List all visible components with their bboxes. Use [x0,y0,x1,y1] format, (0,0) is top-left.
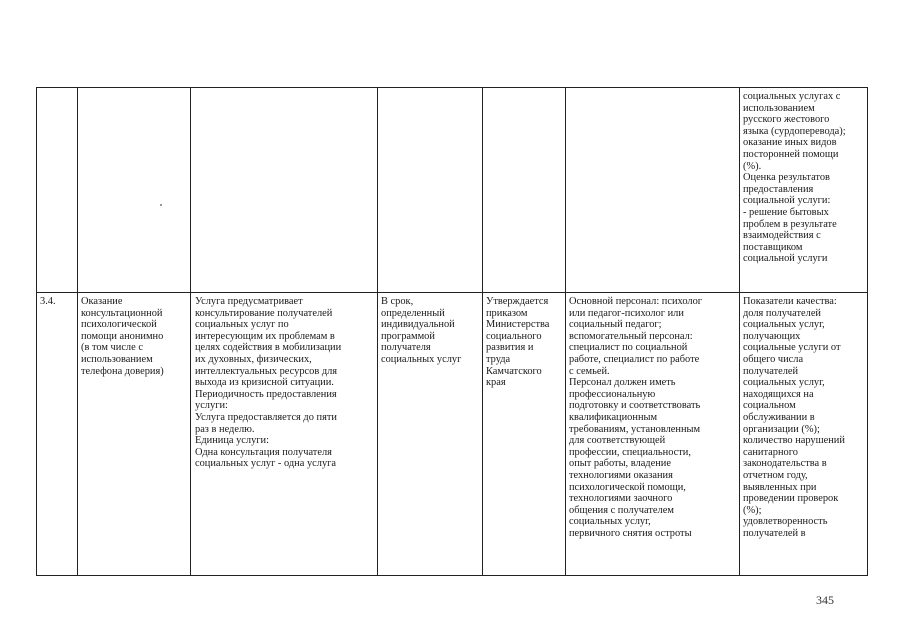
conditions-line: профессиональную [569,388,656,400]
scan-speck [160,204,162,206]
term-line: определенный [381,307,445,319]
indicator-line: общего числа [743,353,804,365]
description-line: социальных услуг - одна услуга [195,458,337,470]
cost-line: Министерства [486,319,550,331]
indicator-line: санитарного [743,446,798,458]
indicator-text-line: (%). [743,160,762,172]
service-name-line: Оказание [81,296,123,307]
conditions-line: работе, специалист по работе [569,353,700,365]
conditions-line: социальный педагог; [569,319,662,331]
conditions-line: первичного снятия остроты [569,527,692,539]
service-name-cell [81,296,188,572]
indicator-line: законодательства в [743,458,827,470]
indicator-line: количество нарушений [743,435,845,447]
column-divider [565,87,566,576]
indicator-line: доля получателей [743,307,821,319]
indicator-line: социальных услуг, [743,377,825,389]
row-number: 3.4. [40,296,56,307]
description-line: их духовных, физических, [195,353,312,365]
description-line: целях содействия в мобилизации [195,342,342,354]
conditions-line: специалист по социальной [569,342,688,354]
indicator-text-line: языка (сурдоперевода); [743,125,846,137]
column-divider [77,87,78,576]
cost-line: приказом [486,307,528,319]
row-divider [36,292,868,293]
conditions-line: психологической помощи, [569,481,686,493]
service-cost-cell [486,296,562,572]
conditions-line: вспомогательный персонал: [569,330,693,342]
page-number: 345 [816,593,834,607]
indicator-text-line: социальных услугах с [743,91,841,102]
cost-line: социального [486,330,542,342]
description-line: Периодичность предоставления [195,388,337,400]
description-line: интересующим их проблемам в [195,330,335,342]
indicator-line: Показатели качества: [743,296,837,307]
conditions-line: или педагог-психолог или [569,307,684,319]
indicator-line: получателей в [743,527,806,539]
indicator-text-line: Оценка результатов [743,172,830,184]
description-line: Услуга предусматривает [195,296,303,307]
indicator-line: находящихся на [743,388,814,400]
indicator-text-line: русского жестового [743,114,830,126]
column-divider [36,87,37,576]
conditions-line: общения с получателем [569,504,674,516]
indicator-text-line: использованием [743,102,815,114]
indicator-text-line: взаимодействия с [743,230,821,242]
indicator-text-line: поставщиком [743,241,803,253]
indicator-text-line: оказание иных видов [743,137,837,149]
cost-line: развития и [486,342,534,354]
term-line: В срок, [381,296,414,307]
description-line: Одна консультация получателя [195,446,332,458]
conditions-line: требованиям, установленным [569,423,701,435]
column-divider [482,87,483,576]
table-border-top [36,87,868,88]
column-divider [377,87,378,576]
column-divider [190,87,191,576]
conditions-line: опыт работы, владение [569,458,671,470]
indicator-text-line: - решение бытовых [743,206,829,218]
description-line: раз в неделю. [195,423,255,435]
indicator-text-line: социальной услуги [743,253,828,265]
service-conditions-cell [569,296,735,575]
description-line: социальных услуг по [195,319,289,331]
services-table [36,87,868,576]
indicator-line: обслуживании в [743,411,815,423]
quality-indicators-cell [743,296,864,575]
term-line: индивидуальной [381,319,455,331]
cost-line: Утверждается [486,296,549,307]
table-border-bottom [36,575,868,576]
conditions-line: квалификационным [569,411,658,423]
term-line: социальных услуг [381,353,462,365]
indicator-line: выявленных при [743,481,817,493]
indicator-text-line: проблем в результате [743,218,837,230]
indicator-line: организации (%); [743,423,820,435]
description-line: интеллектуальных ресурсов для [195,365,338,377]
service-name-line: телефона доверия) [81,365,164,377]
description-line: Услуга предоставляется до пяти [195,411,337,423]
indicator-line: отчетном году, [743,469,808,481]
indicator-text-line: предоставления [743,183,814,195]
service-name-line: (в том числе с [81,342,143,354]
conditions-line: подготовку и соответствовать [569,400,701,412]
indicator-text-line: посторонней помощи [743,148,839,160]
conditions-line: технологиями заочного [569,493,673,505]
indicator-line: получателей [743,365,799,377]
indicator-line: получающих [743,330,801,342]
column-divider [739,87,740,576]
description-line: выхода из кризисной ситуации. [195,377,334,389]
service-description-cell [195,296,373,572]
description-line: консультирование получателей [195,307,333,319]
conditions-line: для соответствующей [569,435,666,447]
top-row-indicators-cell [743,91,863,291]
term-line: получателя [381,342,431,354]
conditions-line: социальных услуг, [569,516,651,528]
indicator-line: социальном [743,400,796,412]
indicator-line: удовлетворенность [743,516,828,528]
service-name-line: использованием [81,353,153,365]
indicator-line: (%); [743,504,762,516]
indicator-line: социальные услуги от [743,342,841,354]
column-divider [867,87,868,576]
description-line: Единица услуги: [195,435,269,447]
indicator-text-line: социальной услуги: [743,195,831,207]
conditions-line: с семьей. [569,365,610,377]
cost-line: Камчатского [486,365,542,377]
cost-line: труда [486,353,511,365]
conditions-line: Персонал должен иметь [569,377,676,389]
conditions-line: Основной персонал: психолог [569,296,703,307]
indicator-line: социальных услуг, [743,319,825,331]
cost-line: края [486,377,506,389]
service-name-line: психологической [81,319,157,331]
service-name-line: консультационной [81,307,163,319]
indicator-line: проведении проверок [743,493,839,505]
description-line: услуги: [195,400,228,412]
conditions-line: профессии, специальности, [569,446,691,458]
conditions-line: технологиями оказания [569,469,673,481]
term-line: программой [381,330,435,342]
service-name-line: помощи анонимно [81,330,164,342]
service-term-cell [381,296,478,572]
